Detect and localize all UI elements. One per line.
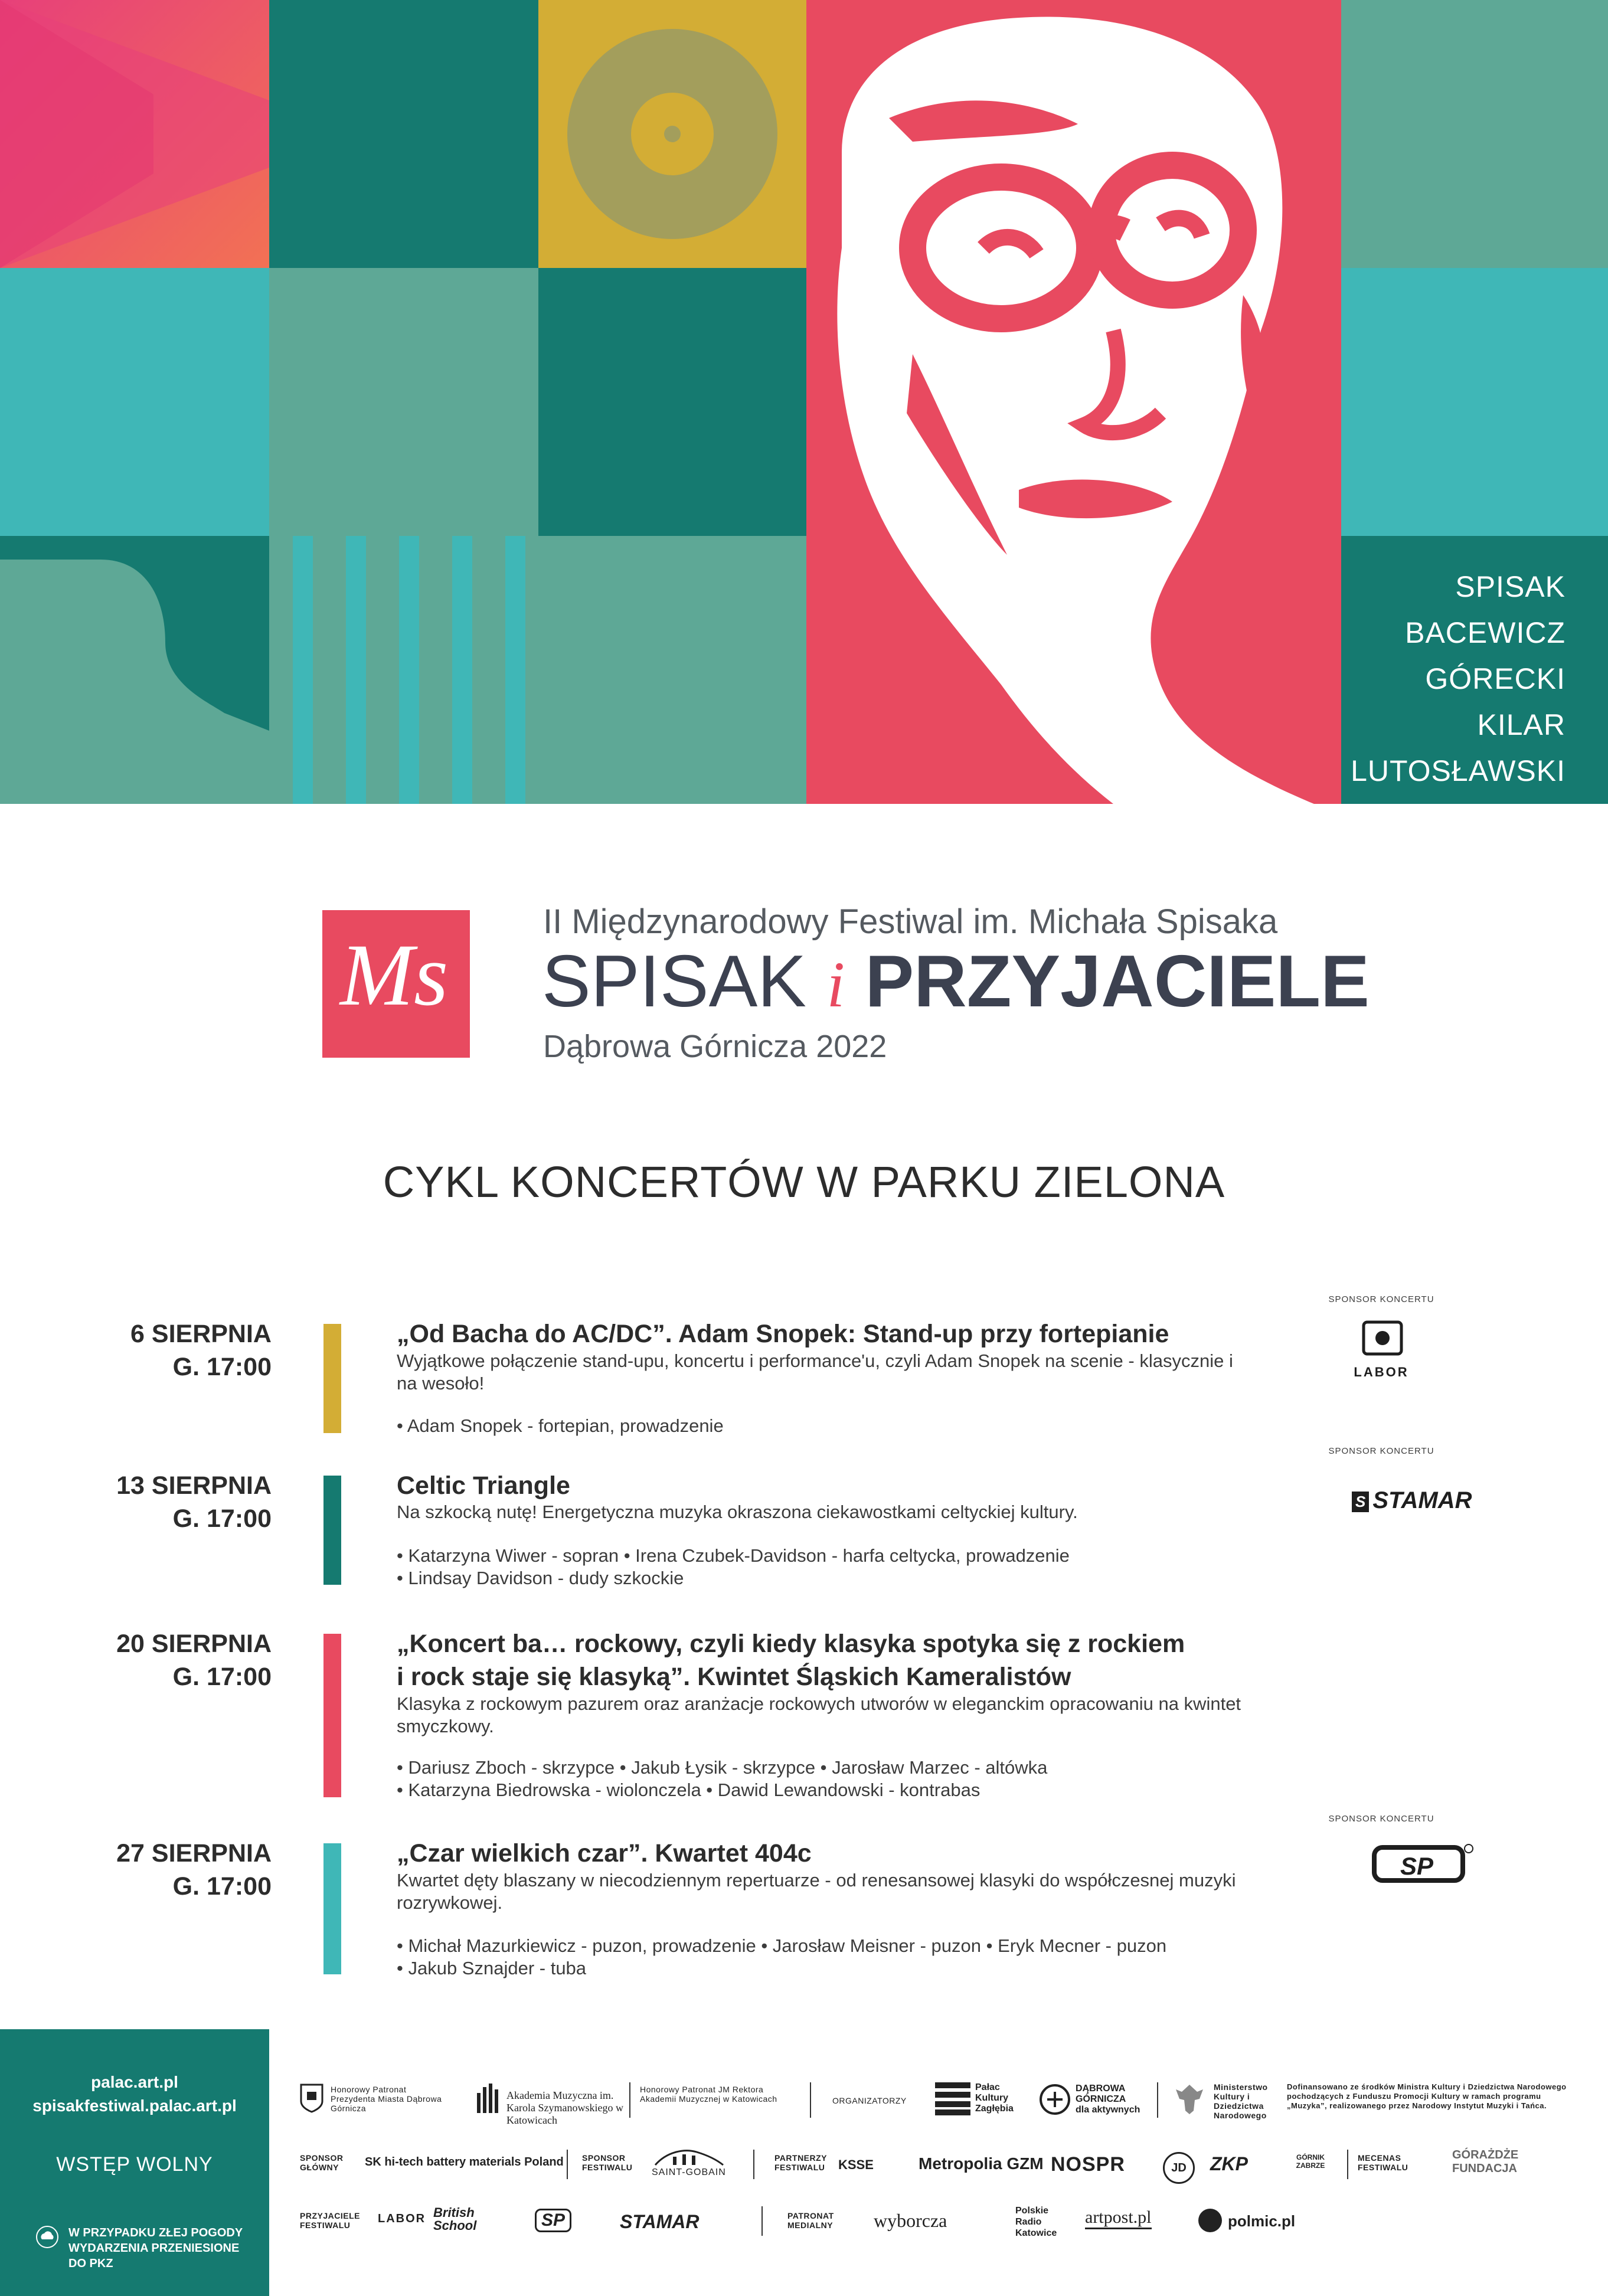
partner-logo: NOSPR [1051, 2153, 1125, 2176]
media-patron-label: PATRONAT MEDIALNY [787, 2211, 834, 2230]
concert-performers: • Michał Mazurkiewicz - puzon, prowadzenie • Jarosław Meisner - puzon • Eryk Mecner - puzon [397, 1935, 1167, 1956]
festival-logo [322, 910, 470, 1058]
mosaic-tile-vinyl [538, 0, 806, 268]
patron-sponsor-label: MECENAS FESTIWALU [1358, 2153, 1408, 2172]
media-logo: polmic.pl [1228, 2212, 1296, 2230]
friend-logo: SP [535, 2209, 571, 2232]
friends-label: PRZYJACIELE FESTIWALU [300, 2211, 360, 2230]
concert-description: Kwartet dęty blaszany w niecodziennym repertuarze - od renesansowej klasyki do współczesnej muzyki rozrywkowej. [397, 1870, 1236, 1913]
dabrowa-logo-text: DĄBROWA GÓRNICZA dla aktywnych [1076, 2084, 1140, 2115]
partner-logo: Metropolia GZM [919, 2154, 1044, 2173]
concert-description: Klasyka z rockowym pazurem oraz aranżacje rockowych utworów w eleganckim opracowaniu na kwintet smyczkowy. [397, 1693, 1241, 1736]
stalprofil-logo-text: SP [1400, 1852, 1434, 1880]
festival-location-year: Dąbrowa Górnicza 2022 [543, 1029, 887, 1064]
sponsor-label: SPONSOR KONCERTU [1328, 1814, 1434, 1824]
composer-name: KILAR [1477, 708, 1565, 741]
saint-gobain-text: SAINT-GOBAIN [652, 2167, 726, 2177]
gorazdze-logo-text: GÓRAŻDŻE FUNDACJA [1452, 2148, 1519, 2175]
concert-date: 13 SIERPNIA [116, 1471, 272, 1500]
mosaic-tile-turquoise-2 [1341, 268, 1608, 536]
palac-kultury-logo-text: Pałac Kultury Zagłębia [975, 2082, 1014, 2114]
grand-piano-shape-icon [0, 536, 269, 804]
festival-name-part2: PRZYJACIELE [865, 941, 1370, 1022]
concert-color-bar [323, 1843, 341, 1974]
friend-logo: LABOR [378, 2212, 426, 2225]
concert-color-bar [323, 1324, 341, 1433]
separator [1347, 2150, 1348, 2179]
separator [567, 2150, 568, 2179]
labor-logo [1340, 1317, 1423, 1382]
header-mosaic [0, 0, 1608, 804]
dabrowa-logo-icon [1039, 2084, 1071, 2118]
festival-name-part1: SPISAK [542, 941, 806, 1022]
polmic-icon [1198, 2209, 1222, 2232]
festival-website-link[interactable]: spisakfestiwal.palac.art.pl [32, 2097, 237, 2115]
concert-description: Na szkocką nutę! Energetyczna muzyka okraszona ciekawostkami celtyckiej kultury. [397, 1502, 1078, 1522]
portrait-illustration-icon [806, 0, 1341, 804]
main-sponsor-label: SPONSOR GŁÓWNY [300, 2153, 344, 2172]
festival-sponsor-label: SPONSOR FESTIWALU [582, 2153, 633, 2172]
mosaic-tile-sage-2 [269, 268, 538, 536]
stalprofil-logo [1370, 1842, 1476, 1895]
concert-title-line2: i rock staje się klasyką”. Kwintet Śląskich Kameralistów [397, 1663, 1071, 1691]
footer-info-panel [0, 2029, 269, 2296]
funding-note: Dofinansowano ze środków Ministra Kultury i Dziedzictwa Narodowego pochodzących z Funduszu Promocji Kultury w ramach programu „Muzyka”, realizowanego przez Narodowy Instytut Muzyki i Tańca. [1287, 2082, 1567, 2110]
eagle-emblem-icon [1174, 2081, 1205, 2120]
cloud-icon [35, 2225, 59, 2249]
bad-weather-text: W PRZYPADKU ZŁEJ POGODY WYDARZENIA PRZENIESIONE DO PKZ [68, 2226, 243, 2270]
triangle-shape-icon [0, 0, 269, 268]
academy-logo-text: Akademia Muzyczna im. Karola Szymanowskiego w Katowicach [506, 2089, 623, 2126]
media-logo: Polskie Radio Katowice [1015, 2206, 1057, 2238]
concert-time: G. 17:00 [172, 1872, 272, 1901]
concert-color-bar [323, 1476, 341, 1585]
concert-date: 27 SIERPNIA [116, 1839, 272, 1867]
concert-title: Celtic Triangle [397, 1471, 570, 1500]
vinyl-record-icon [538, 0, 806, 268]
concert-time: G. 17:00 [172, 1353, 272, 1381]
mosaic-tile-gradient [0, 0, 269, 268]
stamar-mark-icon: S [1352, 1492, 1369, 1512]
friend-logo: STAMAR [620, 2211, 700, 2232]
organizers-label: ORGANIZATORZY [832, 2096, 907, 2105]
media-logo: artpost.pl [1085, 2207, 1152, 2229]
patron-rector: Honorowy Patronat JM Rektora Akademii Muzycznej w Katowicach [640, 2085, 777, 2104]
separator [1157, 2082, 1158, 2118]
mosaic-tile-piano [0, 536, 269, 804]
concert-performers: • Dariusz Zboch - skrzypce • Jakub Łysik - skrzypce • Jarosław Marzec - altówka [397, 1757, 1048, 1778]
composers-list [1351, 564, 1565, 794]
concert-time: G. 17:00 [172, 1504, 272, 1533]
composer-portrait [806, 0, 1341, 804]
concert-title: „Od Bacha do AC/DC”. Adam Snopek: Stand-up przy fortepianie [397, 1320, 1169, 1348]
mosaic-tile-teal [269, 0, 538, 268]
concert-performers: • Katarzyna Wiwer - sopran • Irena Czubek-Davidson - harfa celtycka, prowadzenie [397, 1545, 1070, 1566]
festival-name [542, 943, 1370, 1023]
concert-color-bar [323, 1634, 341, 1797]
concert-description: Wyjątkowe połączenie stand-upu, koncertu i performance'u, czyli Adam Snopek na scenie - klasycznie i na wesoło! [397, 1350, 1233, 1394]
separator [753, 2150, 754, 2179]
concert-date: 6 SIERPNIA [130, 1320, 272, 1348]
free-entry-label: WSTĘP WOLNY [56, 2153, 213, 2176]
partner-logo: JD [1163, 2152, 1195, 2184]
ms-monogram-icon [322, 910, 470, 1058]
labor-logo-icon [1340, 1317, 1423, 1382]
separator [629, 2082, 630, 2118]
logo-text: Ms [340, 926, 449, 1024]
piano-keys-icon [269, 536, 538, 804]
composer-name: BACEWICZ [1405, 616, 1565, 649]
partner-logo: KSSE [838, 2157, 874, 2172]
palac-kultury-icon [935, 2082, 970, 2118]
concert-performers: • Lindsay Davidson - dudy szkockie [397, 1568, 684, 1588]
mosaic-tile-sage [1341, 0, 1608, 268]
sponsor-label: SPONSOR KONCERTU [1328, 1446, 1434, 1456]
festival-name-connector: i [826, 949, 845, 1021]
organ-pipes-icon [476, 2084, 503, 2117]
partner-logo: GÓRNIK ZABRZE [1296, 2153, 1325, 2170]
mosaic-tile-sage-3 [538, 536, 806, 804]
separator [761, 2206, 763, 2236]
separator [810, 2082, 811, 2118]
mosaic-tile-stripes [269, 536, 538, 804]
stamar-logo-text: STAMAR [1372, 1487, 1472, 1513]
composer-name: SPISAK [1455, 570, 1565, 603]
footer-links [0, 2071, 269, 2118]
concert-performers: • Katarzyna Biedrowska - wiolonczela • Dawid Lewandowski - kontrabas [397, 1780, 981, 1800]
sk-logo-text: SK hi-tech battery materials Poland [365, 2156, 564, 2169]
concert-performers: • Adam Snopek - fortepian, prowadzenie [397, 1415, 724, 1436]
mosaic-tile-teal-2 [538, 268, 806, 536]
website-link[interactable]: palac.art.pl [91, 2073, 178, 2091]
labor-logo-text: LABOR [1354, 1365, 1409, 1379]
ministry-logo-text: Ministerstwo Kultury i Dziedzictwa Narodowego [1214, 2082, 1268, 2120]
patron-mayor: Honorowy Patronat Prezydenta Miasta Dąbrowa Górnicza [331, 2085, 442, 2113]
mosaic-tile-turquoise [0, 268, 269, 536]
stamar-logo [1352, 1487, 1472, 1514]
stalprofil-logo-icon [1370, 1842, 1476, 1895]
concert-title: „Koncert ba… rockowy, czyli kiedy klasyka spotyka się z rockiem [397, 1630, 1185, 1658]
composer-name: LUTOSŁAWSKI [1351, 754, 1565, 787]
friend-logo: British School [433, 2205, 477, 2233]
coat-of-arms-icon [300, 2084, 323, 2116]
concert-title: „Czar wielkich czar”. Kwartet 404c [397, 1839, 812, 1867]
concert-performers: • Jakub Sznajder - tuba [397, 1958, 587, 1978]
sponsor-label: SPONSOR KONCERTU [1328, 1294, 1434, 1304]
cycle-title: CYKL KONCERTÓW W PARKU ZIELONA [383, 1157, 1225, 1206]
media-logo: wyborcza [874, 2210, 947, 2231]
concert-date: 20 SIERPNIA [116, 1630, 272, 1658]
saint-gobain-icon [649, 2148, 726, 2169]
partner-logo: ZKP [1210, 2153, 1248, 2174]
composer-name: GÓRECKI [1425, 662, 1565, 695]
festival-edition: II Międzynarodowy Festiwal im. Michała Spisaka [543, 902, 1278, 941]
concert-time: G. 17:00 [172, 1663, 272, 1691]
partners-label: PARTNERZY FESTIWALU [774, 2153, 827, 2172]
